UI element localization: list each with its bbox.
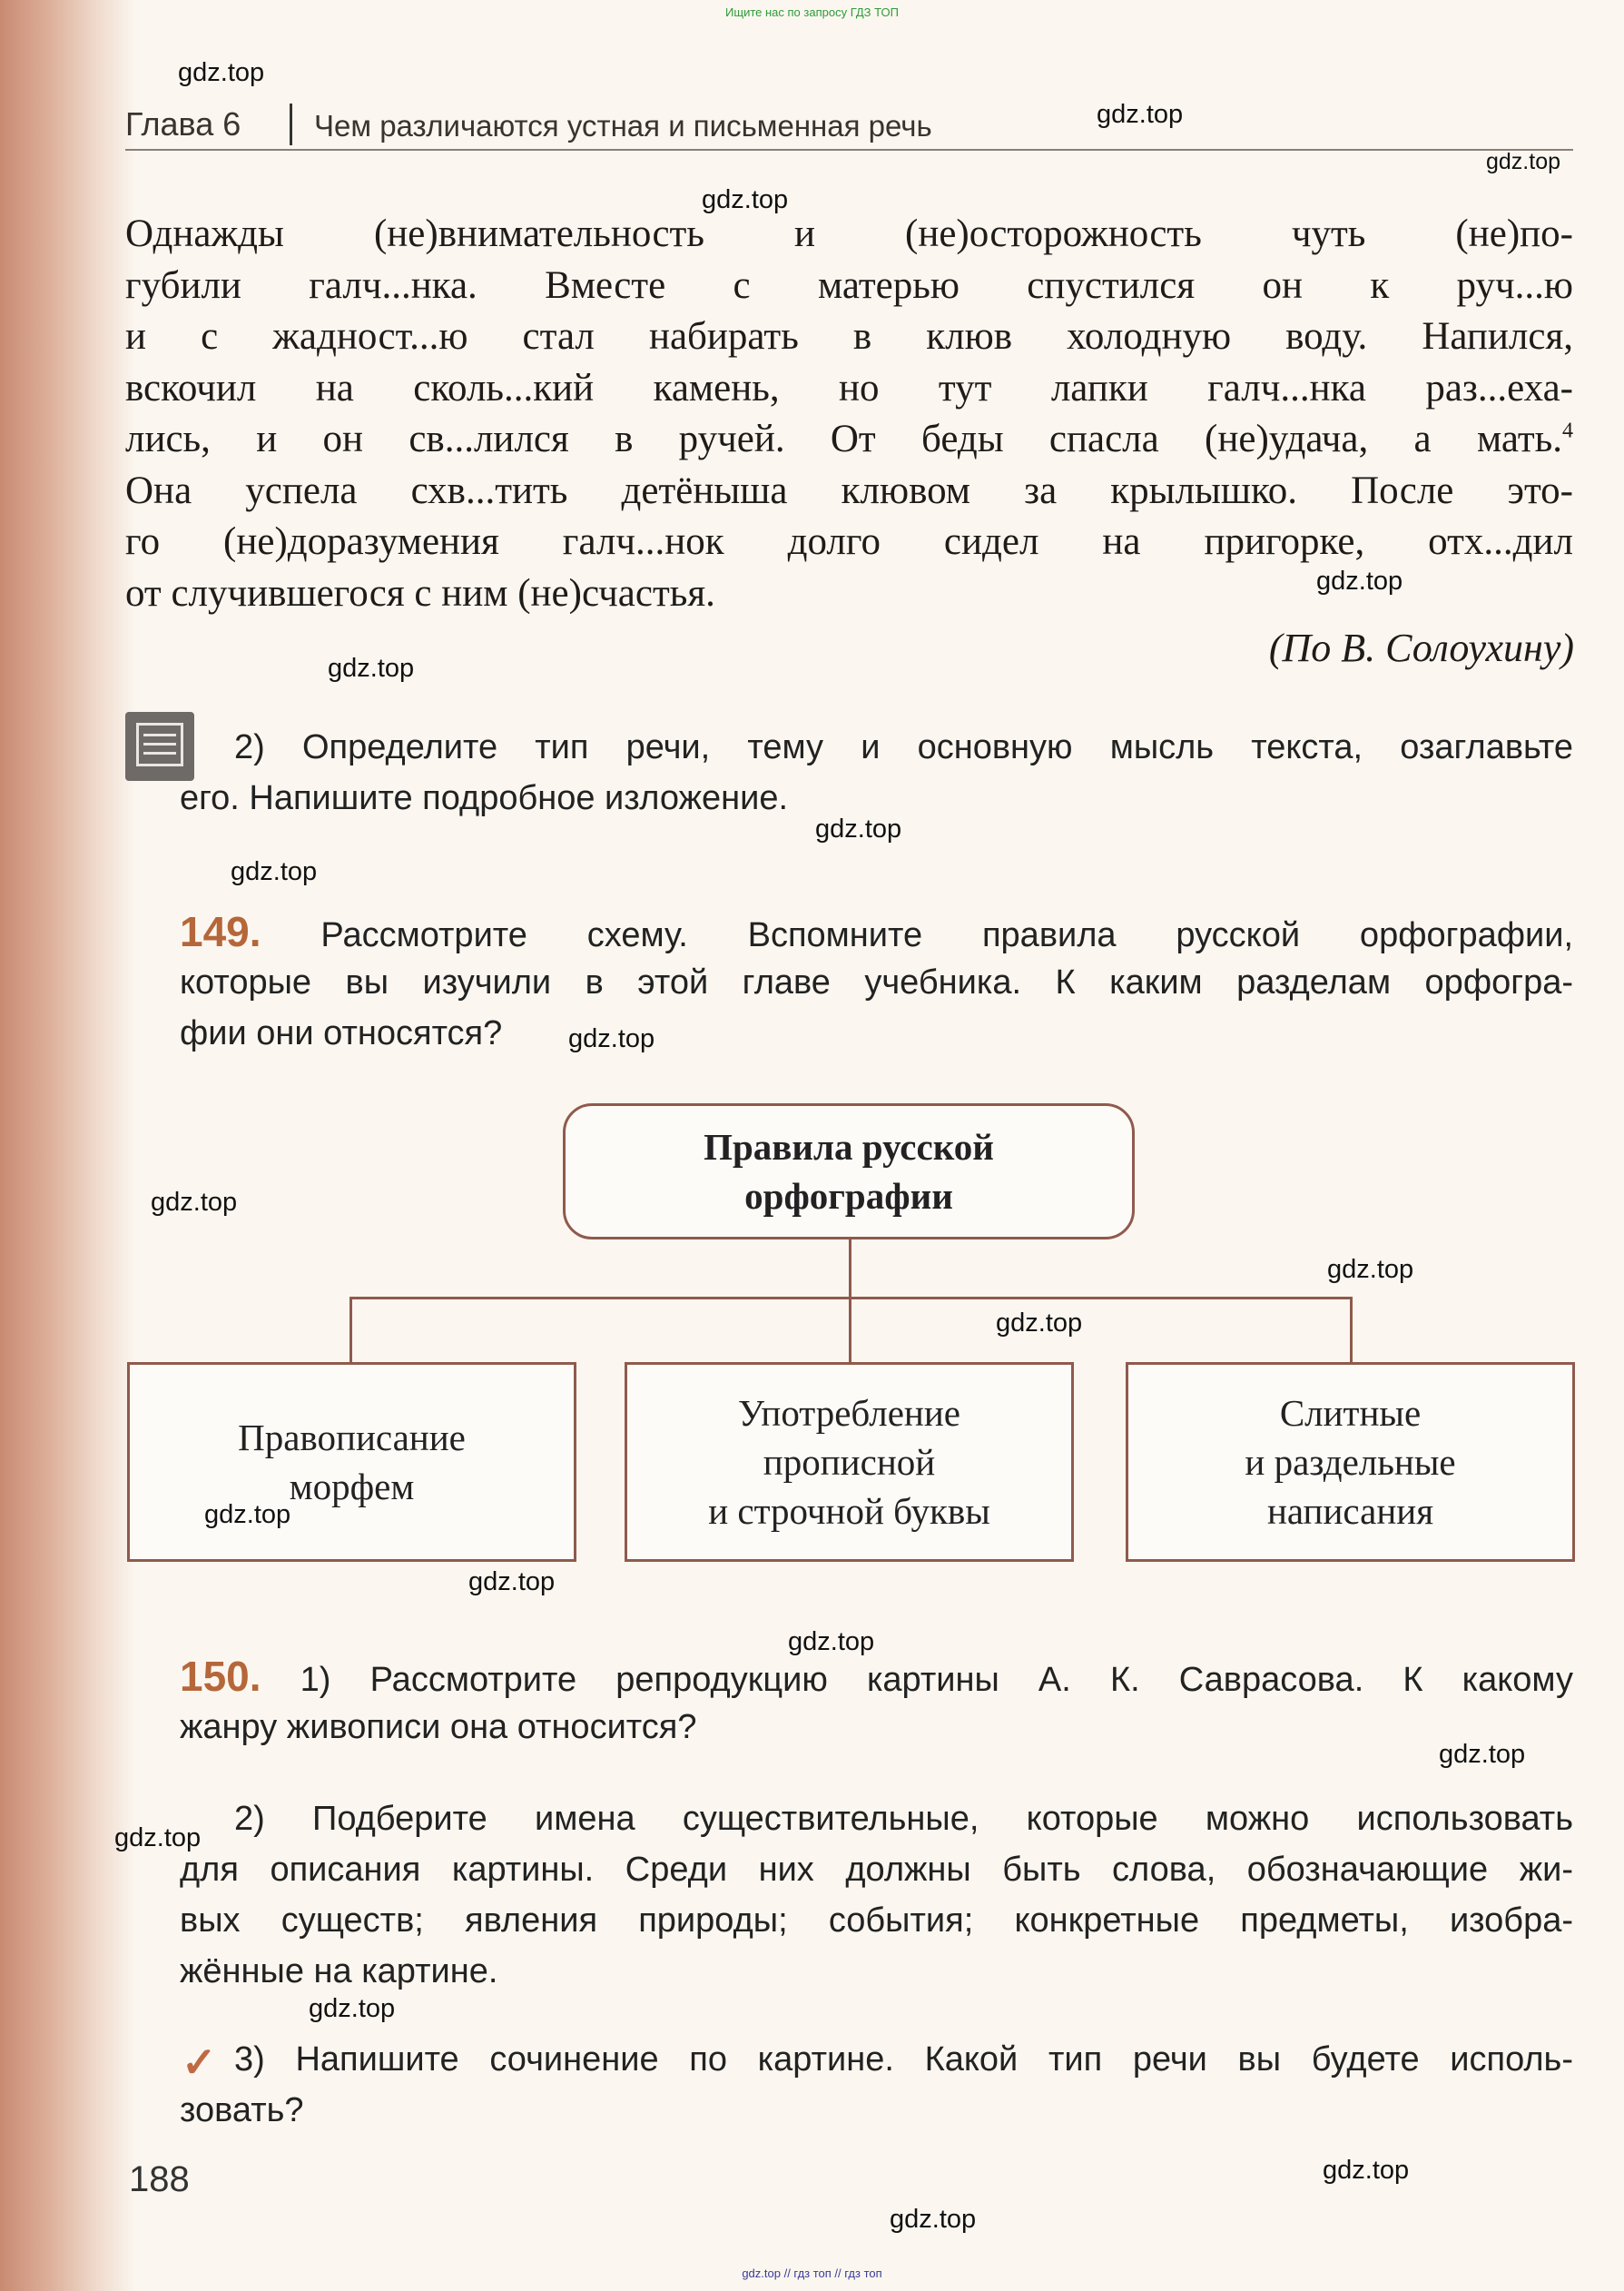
watermark: gdz.top — [815, 815, 902, 844]
watermark: gdz.top — [996, 1308, 1083, 1338]
exercise-line — [180, 1651, 1573, 1702]
exercise-150-part2 — [180, 1793, 1573, 1997]
watermark: gdz.top — [1323, 2156, 1410, 2185]
watermark: gdz.top — [1327, 1255, 1414, 1284]
watermark: gdz.top — [114, 1823, 202, 1852]
connector-line — [849, 1239, 851, 1299]
chapter-label: Глава 6 — [125, 105, 241, 143]
exercise-line-text: 1) Рассмотрите репродукцию картины А. К. Саврасова. К какому — [300, 1661, 1573, 1699]
watermark: gdz.top — [178, 58, 265, 87]
diagram-root-line: орфографии — [744, 1175, 953, 1217]
watermark: gdz.top — [1439, 1740, 1526, 1769]
watermark: gdz.top — [309, 1994, 396, 2023]
diagram-box-morphemes — [127, 1362, 576, 1562]
exercise-number: 150. — [180, 1653, 261, 1700]
watermark: gdz.top — [890, 2205, 977, 2234]
exercise-line: которые вы изучили в этой главе учебника. К каким разделам орфогра- — [180, 963, 1573, 1002]
connector-line — [349, 1297, 352, 1362]
exercise-number: 149. — [180, 908, 261, 955]
exercise-line: 3) Напишите сочинение по картине. Какой тип речи вы будете исполь- — [234, 2040, 1573, 2079]
watermark: gdz.top — [1097, 100, 1184, 129]
exercise-line — [180, 906, 1573, 957]
passage-line: вскочил на сколь...кий камень, но тут лапки галч...нка раз...еха- — [125, 366, 1573, 410]
box-line: написания — [1266, 1490, 1434, 1532]
box-line: и раздельные — [1245, 1441, 1456, 1483]
top-note: Ищите нас по запросу ГДЗ ТОП — [725, 5, 899, 19]
passage-author: (По В. Солоухину) — [1268, 626, 1574, 670]
diagram-box-spelling — [1126, 1362, 1575, 1562]
connector-line — [1350, 1297, 1353, 1362]
header-separator — [290, 104, 292, 145]
exercise-line-text: Рассмотрите схему. Вспомните правила русской орфографии, — [320, 916, 1573, 954]
passage-line: от случившегося с ним (не)счастья. — [125, 571, 715, 615]
passage-line: губили галч...нка. Вместе с матерью спустился он к руч...ю — [125, 263, 1573, 307]
exercise-line: фии они относятся? — [180, 1014, 503, 1052]
task-line: 2) Определите тип речи, тему и основную мысль текста, озаглавьте — [234, 728, 1573, 766]
watermark: gdz.top — [702, 185, 789, 214]
connector-line — [849, 1297, 851, 1362]
watermark: gdz.top — [1486, 149, 1561, 174]
watermark: gdz.top — [204, 1500, 291, 1529]
page-number: 188 — [129, 2159, 190, 2199]
watermark: gdz.top — [151, 1188, 238, 1217]
passage-line-text: лись, и он св...лился в ручей. От беды спасла (не)удача, а мать. — [125, 418, 1562, 460]
text-passage — [125, 209, 1573, 619]
exercise-line: жанру живописи она относится? — [180, 1708, 697, 1746]
exercise-line: жённые на картине. — [180, 1952, 498, 1990]
task-line: его. Напишите подробное изложение. — [180, 779, 789, 817]
watermark: gdz.top — [468, 1567, 556, 1596]
diagram-box-capitalization — [625, 1362, 1074, 1562]
passage-line: Она успела схв...тить детёныша клювом за крылышко. После это- — [125, 469, 1573, 512]
box-line: морфем — [289, 1466, 415, 1507]
exercise-150-part1 — [180, 1651, 1573, 1753]
passage-line: Однажды (не)внимательность и (не)осторожность чуть (не)по- — [125, 212, 1573, 255]
watermark: gdz.top — [1316, 567, 1403, 596]
exercise-150-part3 — [180, 2034, 1573, 2136]
box-line: Слитные — [1279, 1392, 1422, 1434]
passage-line: го (не)доразумения галч...нок долго сидел на пригорке, отх...дил — [125, 520, 1573, 563]
task-2 — [180, 722, 1573, 824]
box-line: Употребление — [737, 1392, 961, 1434]
exercise-line: для описания картины. Среди них должны быть слова, обозначающие жи- — [180, 1851, 1573, 1889]
diagram-root-line: Правила русской — [704, 1126, 994, 1168]
chapter-title: Чем различаются устная и письменная речь — [314, 109, 932, 143]
watermark: gdz.top — [568, 1024, 655, 1053]
exercise-line: зовать? — [180, 2091, 304, 2129]
exercise-line: 2) Подберите имена существительные, которые можно использовать — [234, 1800, 1573, 1838]
watermark: gdz.top — [231, 857, 318, 886]
watermark: gdz.top — [328, 654, 415, 683]
bottom-note: gdz.top // гдз топ // гдз топ — [742, 2266, 882, 2280]
box-line: прописной — [763, 1441, 936, 1483]
footnote-mark: 4 — [1562, 419, 1573, 443]
diagram-root-box — [563, 1103, 1135, 1239]
passage-line-with-footnote — [125, 414, 1573, 466]
header-rule — [125, 149, 1573, 151]
box-line: и строчной буквы — [708, 1490, 990, 1532]
passage-line: и с жадност...ю стал набирать в клюв холодную воду. Напился, — [125, 315, 1573, 358]
box-line: Правописание — [238, 1417, 466, 1458]
exercise-line: вых существ; явления природы; события; конкретные предметы, изобра- — [180, 1901, 1573, 1940]
page-header — [125, 98, 1569, 151]
watermark: gdz.top — [788, 1627, 875, 1656]
exercise-149 — [180, 906, 1573, 1059]
checkmark-icon: ✓ — [182, 2039, 217, 2086]
